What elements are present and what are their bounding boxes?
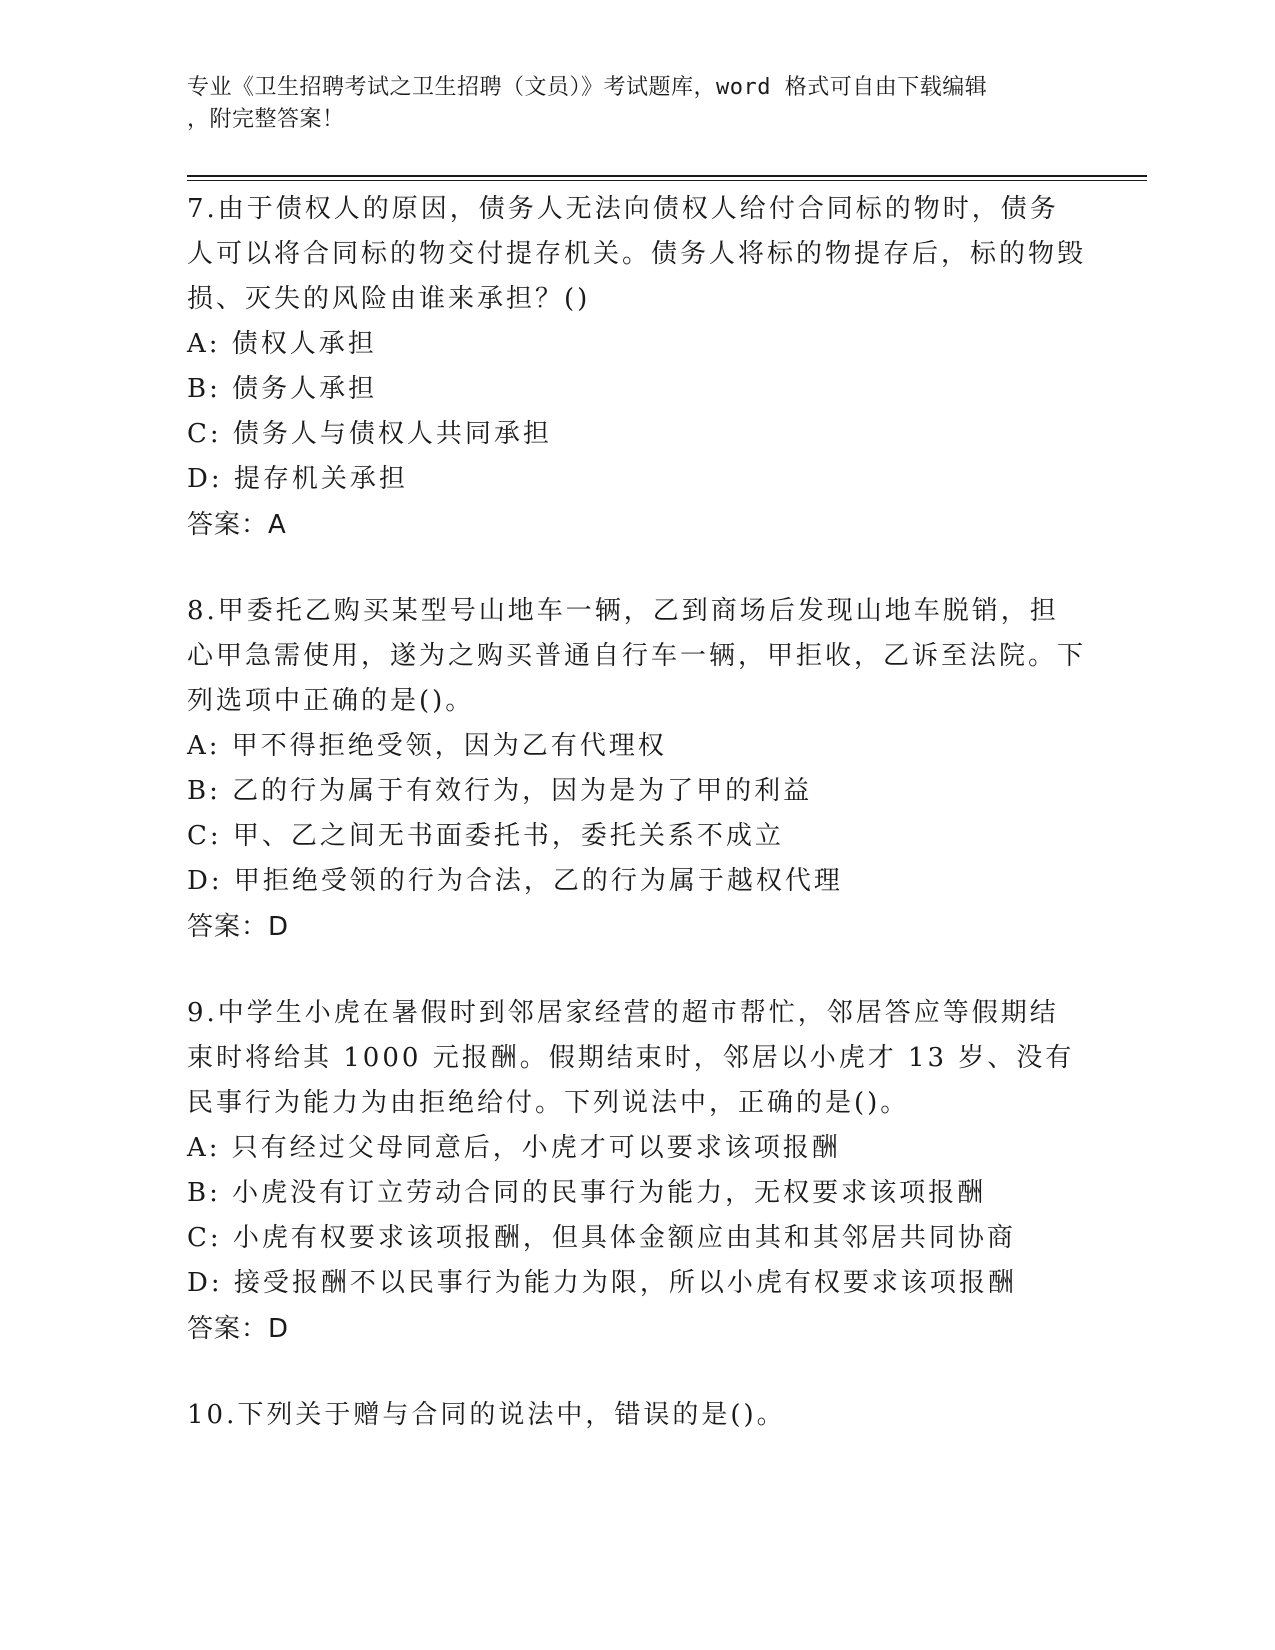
option-b: B: 债务人承担 [187, 374, 378, 404]
option-c: C: 小虎有权要求该项报酬，但具体金额应由其和其邻居共同协商 [187, 1223, 1016, 1253]
header-line-2: ，附完整答案！ [187, 107, 345, 132]
question-10 [187, 1393, 1087, 1438]
answer-label: 答案：A [187, 510, 287, 540]
option-a: A: 债权人承担 [187, 329, 377, 359]
header-line-1: 专业《卫生招聘考试之卫生招聘（文员）》考试题库，word 格式可自由下载编辑 [187, 75, 988, 100]
document-header [187, 72, 1067, 136]
option-d: D: 甲拒绝受领的行为合法，乙的行为属于越权代理 [187, 866, 843, 896]
option-b: B: 乙的行为属于有效行为，因为是为了甲的利益 [187, 776, 813, 806]
question-stem: 8.甲委托乙购买某型号山地车一辆，乙到商场后发现山地车脱销，担心甲急需使用，遂为之购买普通自行车一辆，甲拒收，乙诉至法院。下列选项中正确的是()。 [187, 596, 1087, 716]
answer-label: 答案：D [187, 1314, 290, 1344]
question-7 [187, 187, 1087, 548]
option-a: A: 只有经过父母同意后，小虎才可以要求该项报酬 [187, 1133, 841, 1163]
question-stem: 10.下列关于赠与合同的说法中，错误的是()。 [187, 1400, 786, 1430]
header-divider [187, 175, 1147, 181]
document-page [187, 72, 1147, 1430]
question-stem: 9.中学生小虎在暑假时到邻居家经营的超市帮忙，邻居答应等假期结束时将给其 1000 元报酬。假期结束时，邻居以小虎才 13 岁、没有民事行为能力为由拒绝给付。下列说法中，正确的是()。 [187, 998, 1075, 1118]
question-stem: 7.由于债权人的原因，债务人无法向债权人给付合同标的物时，债务人可以将合同标的物交付提存机关。债务人将标的物提存后，标的物毁损、灭失的风险由谁来承担？() [187, 194, 1087, 314]
option-a: A: 甲不得拒绝受领，因为乙有代理权 [187, 731, 667, 761]
option-b: B: 小虎没有订立劳动合同的民事行为能力，无权要求该项报酬 [187, 1178, 987, 1208]
option-d: D: 提存机关承担 [187, 464, 408, 494]
option-d: D: 接受报酬不以民事行为能力为限，所以小虎有权要求该项报酬 [187, 1268, 1017, 1298]
answer-label: 答案：D [187, 912, 290, 942]
option-c: C: 债务人与债权人共同承担 [187, 419, 552, 449]
question-9 [187, 991, 1087, 1352]
question-list [187, 187, 1087, 1479]
question-8 [187, 589, 1087, 950]
option-c: C: 甲、乙之间无书面委托书，委托关系不成立 [187, 821, 784, 851]
